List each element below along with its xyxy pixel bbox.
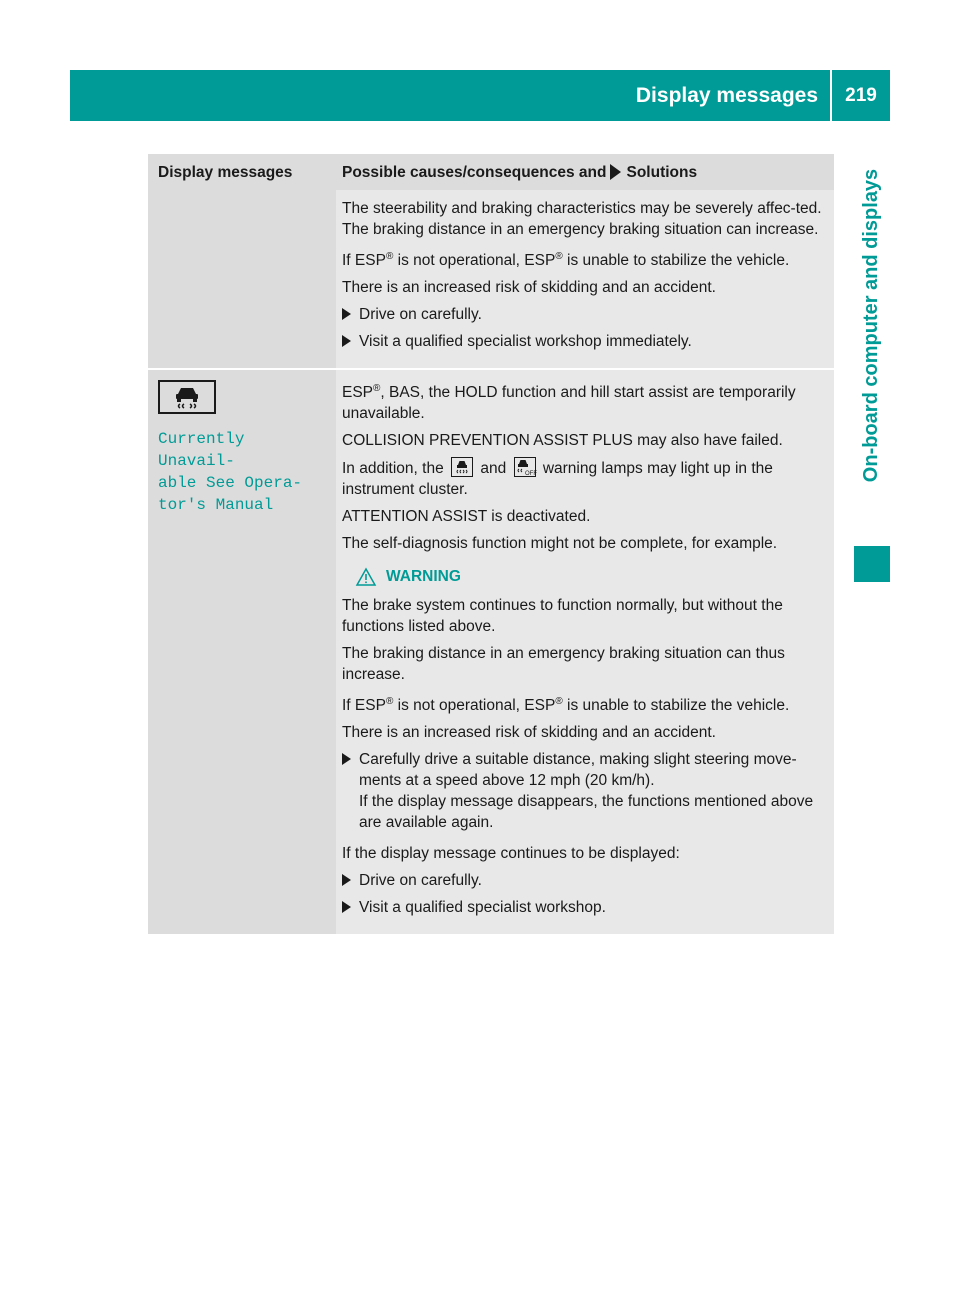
text: In addition, the <box>342 460 444 477</box>
step-text: Visit a qualified specialist workshop. <box>359 899 606 916</box>
message-line: Currently Unavail- <box>158 430 245 470</box>
text: and <box>480 460 507 477</box>
row2-p3 <box>342 457 826 500</box>
text: , BAS, the HOLD function and hill start assist are temporarily unavailable. <box>342 384 796 422</box>
row1-message-cell <box>148 190 336 368</box>
row2-w1: The brake system continues to function normally, but without the functions listed above. <box>342 597 783 635</box>
table-row <box>148 370 834 936</box>
row2-w3 <box>342 691 826 716</box>
text: is unable to stabilize the vehicle. <box>562 252 790 269</box>
arrow-right-icon <box>610 164 621 180</box>
side-tab-block <box>854 546 890 582</box>
display-messages-table <box>148 154 834 936</box>
row1-p3: There is an increased risk of skidding and an accident. <box>342 279 716 296</box>
registered-mark: ® <box>385 251 394 262</box>
display-message <box>158 428 326 516</box>
text: ESP <box>342 384 374 401</box>
row2-p1 <box>342 378 826 424</box>
table-header <box>148 154 834 190</box>
row1-p1: The steerability and braking characteristics may be severely affec-ted. The braking distance in an emergency braking situation can increase. <box>342 200 822 238</box>
registered-mark: ® <box>373 383 381 394</box>
step-text: Visit a qualified specialist workshop immediately. <box>359 333 692 350</box>
message-line: able See Opera- <box>158 474 303 492</box>
col2-header <box>336 162 834 183</box>
row1-step2 <box>342 331 826 352</box>
row2-step3 <box>342 897 826 918</box>
row2-solution-cell <box>336 370 834 934</box>
row2-w2: The braking distance in an emergency braking situation can thus increase. <box>342 645 785 683</box>
text: is unable to stabilize the vehicle. <box>562 697 790 714</box>
message-line: tor's Manual <box>158 496 274 514</box>
page-number: 219 <box>845 84 877 106</box>
col2-header-solutions: Solutions <box>626 163 698 181</box>
row2-p2: COLLISION PREVENTION ASSIST PLUS may also have failed. <box>342 432 783 449</box>
row2-message-cell <box>148 370 336 934</box>
esp-skid-icon <box>451 457 473 477</box>
col1-header: Display messages <box>158 163 293 181</box>
row1-p2 <box>342 246 826 271</box>
svg-text:OFF: OFF <box>524 471 537 477</box>
text: is not operational, ESP <box>393 252 556 269</box>
esp-skid-icon <box>158 380 216 414</box>
col2-header-text: Possible causes/consequences and <box>342 163 607 181</box>
row2-p6: If the display message continues to be displayed: <box>342 845 680 862</box>
registered-mark: ® <box>555 251 563 262</box>
row2-w4: There is an increased risk of skidding and an accident. <box>342 724 716 741</box>
arrow-right-icon <box>342 753 351 765</box>
warning-heading <box>356 566 826 587</box>
text: If ESP <box>342 252 386 269</box>
registered-mark: ® <box>555 696 563 707</box>
step-text: If the display message disappears, the functions mentioned above are available again. <box>359 793 814 831</box>
warning-triangle-icon <box>356 568 376 586</box>
row2-p5: The self-diagnosis function might not be complete, for example. <box>342 535 778 552</box>
text: is not operational, ESP <box>393 697 556 714</box>
warning-label: WARNING <box>386 568 461 585</box>
step-text: Carefully drive a suitable distance, making slight steering move-ments at a speed above 12 mph (20 km/h). <box>359 751 797 789</box>
arrow-right-icon <box>342 901 351 913</box>
side-tab-label: On-board computer and displays <box>860 168 883 482</box>
row2-step1 <box>342 749 826 833</box>
row2-p4: ATTENTION ASSIST is deactivated. <box>342 508 591 525</box>
step-text: Drive on carefully. <box>359 306 482 323</box>
esp-off-icon <box>514 457 536 477</box>
row1-solution-cell <box>336 190 834 368</box>
step-text: Drive on carefully. <box>359 872 482 889</box>
text: warning lamps may light up in the instrument cluster. <box>342 460 773 498</box>
table-row <box>148 190 834 370</box>
text: If ESP <box>342 697 386 714</box>
header-title: Display messages <box>635 83 818 107</box>
arrow-right-icon <box>342 874 351 886</box>
arrow-right-icon <box>342 308 351 320</box>
row2-step2 <box>342 870 826 891</box>
page-header <box>70 70 890 121</box>
arrow-right-icon <box>342 335 351 347</box>
side-tab <box>854 110 890 540</box>
row1-step1 <box>342 304 826 325</box>
registered-mark: ® <box>385 696 394 707</box>
